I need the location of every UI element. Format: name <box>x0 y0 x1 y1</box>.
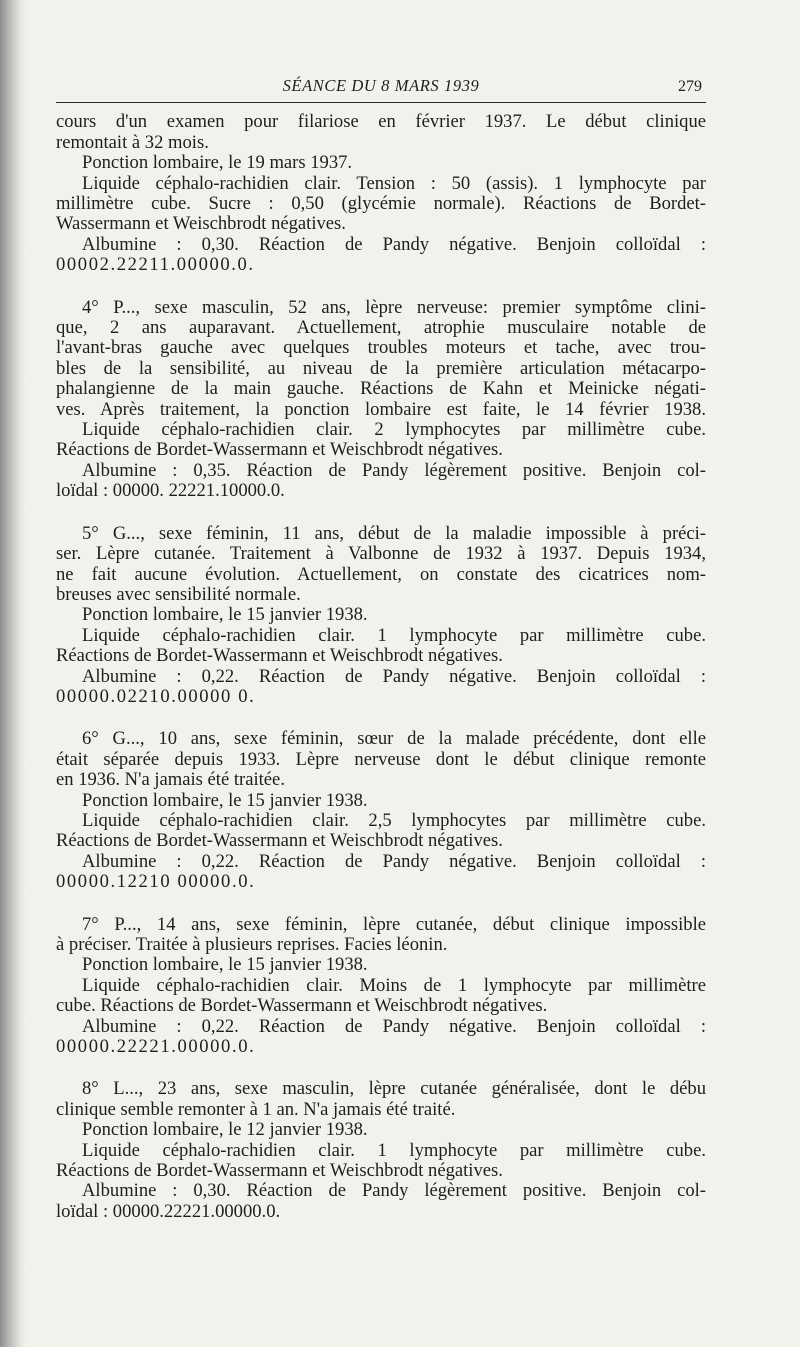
text-line: 4° P..., sexe masculin, 52 ans, lèpre nerveuse: premier symptôme clini- <box>82 297 706 318</box>
text-line: Réactions de Bordet-Wassermann et Weischbrodt négatives. <box>56 646 503 667</box>
text-line: millimètre cube. Sucre : 0,50 (glycémie normale). Réactions de Bordet- <box>56 194 706 215</box>
text-line: était séparée depuis 1933. Lèpre nerveuse dont le début clinique remonte <box>56 749 706 770</box>
document-page <box>56 68 706 1222</box>
text-line: 00000.02210.00000 0. <box>56 686 256 707</box>
text-line: 00000.12210 00000.0. <box>56 872 256 893</box>
text-line: Liquide céphalo-rachidien clair. Tension : 50 (assis). 1 lymphocyte par <box>82 173 706 194</box>
text-line: Ponction lombaire, le 12 janvier 1938. <box>82 1120 368 1141</box>
header-rule <box>56 102 706 103</box>
text-line: Réactions de Bordet-Wassermann et Weischbrodt négatives. <box>56 1161 503 1182</box>
text-line: 00000.22221.00000.0. <box>56 1037 256 1058</box>
text-line: Albumine : 0,22. Réaction de Pandy négative. Benjoin colloïdal : <box>82 851 706 872</box>
body-text <box>56 112 706 1222</box>
page-edge-shadow <box>0 0 26 1347</box>
text-line: breuses avec sensibilité normale. <box>56 584 301 605</box>
text-line: Albumine : 0,30. Réaction de Pandy négative. Benjoin colloïdal : <box>82 234 706 255</box>
text-line: Albumine : 0,22. Réaction de Pandy négative. Benjoin colloïdal : <box>82 1016 706 1037</box>
text-line: Ponction lombaire, le 19 mars 1937. <box>82 153 353 174</box>
text-line: Wassermann et Weischbrodt négatives. <box>56 214 346 235</box>
text-line: clinique semble remonter à 1 an. N'a jamais été traité. <box>56 1099 456 1120</box>
text-line: Albumine : 0,22. Réaction de Pandy négative. Benjoin colloïdal : <box>82 666 706 687</box>
text-line: cours d'un examen pour filariose en février 1937. Le début clinique <box>56 112 706 133</box>
text-line: l'avant-bras gauche avec quelques troubles moteurs et tache, avec trou- <box>56 338 706 359</box>
text-line: loïdal : 00000. 22221.10000.0. <box>56 481 285 502</box>
text-line: Liquide céphalo-rachidien clair. 2,5 lymphocytes par millimètre cube. <box>82 810 706 831</box>
text-line: en 1936. N'a jamais été traitée. <box>56 770 285 791</box>
text-line: Liquide céphalo-rachidien clair. 2 lymphocytes par millimètre cube. <box>82 420 706 441</box>
text-line: 00002.22211.00000.0. <box>56 255 255 276</box>
text-line: ne fait aucune évolution. Actuellement, on constate des cicatrices nom- <box>56 564 706 585</box>
text-line: Ponction lombaire, le 15 janvier 1938. <box>82 605 368 626</box>
text-line: 7° P..., 14 ans, sexe féminin, lèpre cutanée, début clinique impossible <box>82 914 706 935</box>
text-line: cube. Réactions de Bordet-Wassermann et Weischbrodt négatives. <box>56 996 548 1017</box>
text-line: ves. Après traitement, la ponction lombaire est faite, le 14 février 1938. <box>56 399 706 420</box>
text-line: ser. Lèpre cutanée. Traitement à Valbonne de 1932 à 1937. Depuis 1934, <box>56 544 706 565</box>
text-line: 8° L..., 23 ans, sexe masculin, lèpre cutanée généralisée, dont le débu <box>82 1079 706 1100</box>
text-line: 6° G..., 10 ans, sexe féminin, sœur de la malade précédente, dont elle <box>82 729 706 750</box>
text-line: phalangienne de la main gauche. Réactions de Kahn et Meinicke négati- <box>56 379 706 400</box>
text-line: Réactions de Bordet-Wassermann et Weischbrodt négatives. <box>56 831 503 852</box>
text-line: Albumine : 0,30. Réaction de Pandy légèrement positive. Benjoin col- <box>82 1181 706 1202</box>
running-head <box>56 68 706 102</box>
text-line: Ponction lombaire, le 15 janvier 1938. <box>82 790 368 811</box>
text-line: à préciser. Traitée à plusieurs reprises. Facies léonin. <box>56 935 448 956</box>
text-line: Ponction lombaire, le 15 janvier 1938. <box>82 955 368 976</box>
text-line: remontait à 32 mois. <box>56 132 209 153</box>
text-line: bles de la sensibilité, au niveau de la première articulation métacarpo- <box>56 358 706 379</box>
text-line: Albumine : 0,35. Réaction de Pandy légèrement positive. Benjoin col- <box>82 460 706 481</box>
text-line: Liquide céphalo-rachidien clair. 1 lymphocyte par millimètre cube. <box>82 1140 706 1161</box>
running-title: SÉANCE DU 8 MARS 1939 <box>282 76 480 95</box>
text-line: que, 2 ans auparavant. Actuellement, atrophie musculaire notable de <box>56 318 706 339</box>
text-line: loïdal : 00000.22221.00000.0. <box>56 1201 281 1222</box>
text-line: Réactions de Bordet-Wassermann et Weischbrodt négatives. <box>56 440 503 461</box>
text-line: Liquide céphalo-rachidien clair. Moins de 1 lymphocyte par millimètre <box>82 975 706 996</box>
text-line: 5° G..., sexe féminin, 11 ans, début de la maladie impossible à préci- <box>82 523 706 544</box>
text-line: Liquide céphalo-rachidien clair. 1 lymphocyte par millimètre cube. <box>82 625 706 646</box>
page-number: 279 <box>678 78 702 95</box>
